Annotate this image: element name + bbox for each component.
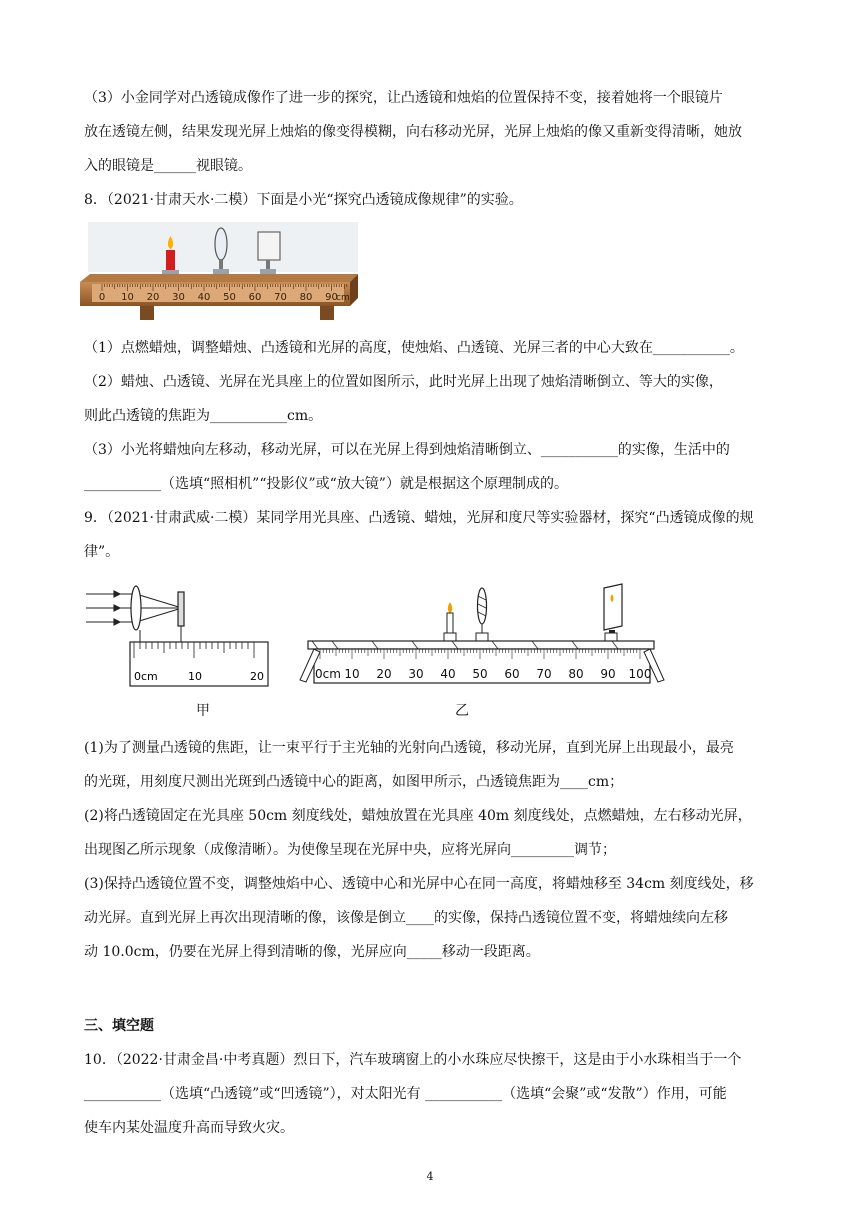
q9b-tick-label: 50 (472, 667, 488, 681)
q9b-tick-label: 60 (504, 667, 520, 681)
q9-part1-line2: 的光斑，用刻度尺测出光斑到凸透镜中心的距离，如图甲所示，凸透镜焦距为____cm； (84, 774, 624, 790)
convex-lens-icon (131, 586, 141, 630)
q9-figure-b (292, 582, 682, 694)
q9b-tick-label: 80 (568, 667, 584, 681)
q9b-tick-label: 70 (536, 667, 552, 681)
screen-icon (604, 584, 622, 641)
q8-tick-label: 60 (248, 292, 262, 303)
q9b-tick-label: 0cm (315, 667, 341, 681)
q9b-tick-label: 100 (628, 667, 652, 681)
q9-part2-line1: (2)将凸透镜固定在光具座 50cm 刻度线处，蜡烛放置在光具座 40m 刻度线处，点燃蜡烛，左右移动光屏， (84, 808, 752, 824)
q8-tick-label: 0 (98, 292, 106, 303)
q8-tick-label: 20 (146, 292, 160, 303)
q8-part3-line1: （3）小光将蜡烛向左移动，移动光屏，可以在光屏上得到烛焰清晰倒立、___________的实像，生活中的 (84, 442, 730, 458)
screen-icon (178, 592, 184, 626)
q9-figure-a-label: 甲 (196, 703, 210, 719)
q8-tick-label: 90 (325, 292, 338, 303)
q9b-tick-label: 10 (344, 667, 360, 681)
q8-part2-line1: （2）蜡烛、凸透镜、光屏在光具座上的位置如图所示，此时光屏上出现了烛焰清晰倒立、等大的实像， (84, 374, 723, 390)
q10-line3: 使车内某处温度升高而导致火灾。 (84, 1120, 294, 1136)
q8-tick-label: 30 (172, 292, 185, 303)
q9-part2-line2: 出现图乙所示现象（成像清晰）。为使像呈现在光屏中央，应将光屏向_________调节； (84, 842, 616, 858)
q9b-tick-label: 40 (440, 667, 456, 681)
q8-tick-label: 70 (274, 292, 287, 303)
q8-tick-label: 80 (299, 292, 313, 303)
q8-tick-label: 50 (223, 292, 236, 303)
q8-part3-line2: ___________（选填“照相机”“投影仪”或“放大镜”）就是根据这个原理制成的。 (84, 476, 568, 492)
q8-part1: （1）点燃蜡烛，调整蜡烛、凸透镜和光屏的高度，使烛焰、凸透镜、光屏三者的中心大致在___________。 (84, 340, 744, 356)
q7-part3-line3: 入的眼镜是______视眼镜。 (84, 158, 252, 174)
q9b-tick-label: 30 (408, 667, 424, 681)
q9a-tick-20: 20 (250, 670, 264, 683)
q9-figure-a (84, 584, 274, 694)
q9-part1-line1: (1)为了测量凸透镜的焦距，让一束平行于主光轴的光射向凸透镜，移动光屏，直到光屏上出现最小，最亮 (84, 740, 734, 756)
q7-part3-line2: 放在透镜左侧，结果发现光屏上烛焰的像变得模糊，向右移动光屏，光屏上烛焰的像又重新变得清晰，她放 (84, 124, 742, 140)
q8-part2-line2: 则此凸透镜的焦距为___________cm。 (84, 408, 323, 424)
q9b-tick-label: 20 (376, 667, 392, 681)
q9-title-line2: 律”。 (84, 544, 120, 560)
q8-optical-bench-figure (80, 222, 370, 326)
q9-part3-line1: (3)保持凸透镜位置不变，调整烛焰中心、透镜中心和光屏中心在同一高度，将蜡烛移至 34cm 刻度线处，移 (84, 876, 754, 892)
q10-line1: 10．（2022·甘肃金昌·中考真题）烈日下，汽车玻璃窗上的小水珠应尽快擦干，这是由于小水珠相当于一个 (84, 1052, 742, 1068)
q9-part3-line2: 动光屏。直到光屏上再次出现清晰的像，该像是倒立____的实像，保持凸透镜位置不变，将蜡烛续向左移 (84, 910, 728, 926)
q9a-tick-0: 0cm (134, 670, 158, 683)
q8-title: 8．（2021·甘肃天水·二模）下面是小光“探究凸透镜成像规律”的实验。 (84, 192, 523, 208)
q9-part3-line3: 动 10.0cm，仍要在光屏上得到清晰的像，光屏应向_____移动一段距离。 (84, 944, 540, 960)
q8-ruler-unit: cm (336, 293, 350, 303)
section-heading: 三、填空题 (84, 1018, 154, 1034)
candle-icon (444, 602, 456, 641)
page-number: 4 (426, 1170, 434, 1183)
q9-figure-b-label: 乙 (455, 703, 469, 719)
q9-title-line1: 9．（2021·甘肃武威·二模）某同学用光具座、凸透镜、蜡烛，光屏和度尺等实验器材，探究“凸透镜成像的规 (84, 510, 754, 526)
q8-tick-label: 40 (197, 292, 211, 303)
q10-line2: ___________（选填“凸透镜”或“凹透镜”），对太阳光有 ___________（选填“会聚”或“发散”）作用，可能 (84, 1086, 727, 1102)
q9b-tick-label: 90 (600, 667, 616, 681)
lens-icon (476, 588, 488, 641)
q7-part3-line1: （3）小金同学对凸透镜成像作了进一步的探究，让凸透镜和烛焰的位置保持不变，接着她将一个眼镜片 (84, 90, 723, 106)
q9a-tick-10: 10 (188, 670, 202, 683)
q8-tick-label: 10 (121, 292, 134, 303)
